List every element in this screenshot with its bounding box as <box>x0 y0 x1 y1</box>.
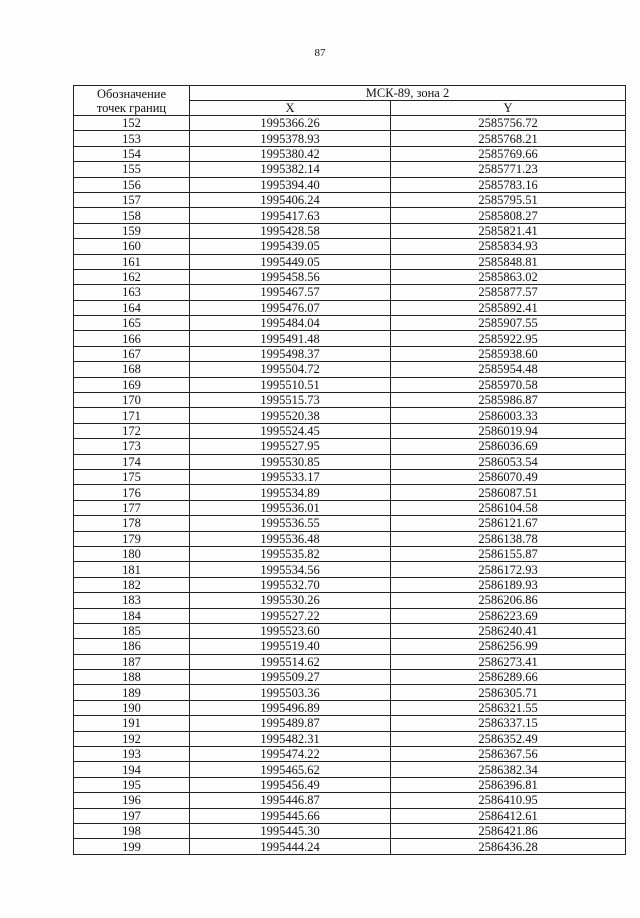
y-column-header: Y <box>391 101 626 116</box>
point-id-cell: 152 <box>74 116 190 131</box>
point-id-cell: 195 <box>74 777 190 792</box>
point-id-cell: 182 <box>74 577 190 592</box>
x-cell: 1995489.87 <box>190 716 391 731</box>
point-id-cell: 167 <box>74 346 190 361</box>
y-cell: 2585771.23 <box>391 162 626 177</box>
x-cell: 1995474.22 <box>190 747 391 762</box>
table-row <box>74 823 626 838</box>
x-cell: 1995491.48 <box>190 331 391 346</box>
x-cell: 1995446.87 <box>190 793 391 808</box>
point-id-cell: 168 <box>74 362 190 377</box>
point-id-cell: 189 <box>74 685 190 700</box>
table-row <box>74 593 626 608</box>
x-cell: 1995449.05 <box>190 254 391 269</box>
y-cell: 2585834.93 <box>391 239 626 254</box>
table-row <box>74 223 626 238</box>
point-id-cell: 165 <box>74 316 190 331</box>
y-cell: 2585922.95 <box>391 331 626 346</box>
point-id-cell: 160 <box>74 239 190 254</box>
x-cell: 1995417.63 <box>190 208 391 223</box>
y-cell: 2585877.57 <box>391 285 626 300</box>
point-id-cell: 159 <box>74 223 190 238</box>
point-id-cell: 166 <box>74 331 190 346</box>
table-row <box>74 793 626 808</box>
y-cell: 2586189.93 <box>391 577 626 592</box>
y-cell: 2586172.93 <box>391 562 626 577</box>
table-row <box>74 192 626 207</box>
table-row <box>74 423 626 438</box>
y-cell: 2585769.66 <box>391 146 626 161</box>
x-column-header: X <box>190 101 391 116</box>
table-row <box>74 608 626 623</box>
point-id-cell: 198 <box>74 823 190 838</box>
y-cell: 2585892.41 <box>391 300 626 315</box>
y-cell: 2586421.86 <box>391 823 626 838</box>
table-row <box>74 762 626 777</box>
y-cell: 2586305.71 <box>391 685 626 700</box>
y-cell: 2586138.78 <box>391 531 626 546</box>
table-row <box>74 316 626 331</box>
table-row <box>74 747 626 762</box>
point-id-cell: 194 <box>74 762 190 777</box>
y-cell: 2586036.69 <box>391 439 626 454</box>
y-cell: 2585986.87 <box>391 393 626 408</box>
x-cell: 1995534.89 <box>190 485 391 500</box>
x-cell: 1995444.24 <box>190 839 391 854</box>
point-id-cell: 187 <box>74 654 190 669</box>
table-row <box>74 700 626 715</box>
point-id-cell: 177 <box>74 500 190 515</box>
x-cell: 1995378.93 <box>190 131 391 146</box>
y-cell: 2585970.58 <box>391 377 626 392</box>
x-cell: 1995524.45 <box>190 423 391 438</box>
table-row <box>74 269 626 284</box>
table-row <box>74 716 626 731</box>
table-row <box>74 208 626 223</box>
table-row <box>74 731 626 746</box>
table-row <box>74 162 626 177</box>
y-cell: 2586256.99 <box>391 639 626 654</box>
x-cell: 1995515.73 <box>190 393 391 408</box>
x-cell: 1995382.14 <box>190 162 391 177</box>
y-cell: 2585938.60 <box>391 346 626 361</box>
y-cell: 2586410.95 <box>391 793 626 808</box>
x-cell: 1995456.49 <box>190 777 391 792</box>
y-cell: 2586273.41 <box>391 654 626 669</box>
x-cell: 1995366.26 <box>190 116 391 131</box>
table-row <box>74 285 626 300</box>
x-cell: 1995509.27 <box>190 670 391 685</box>
point-id-cell: 179 <box>74 531 190 546</box>
x-cell: 1995406.24 <box>190 192 391 207</box>
page-number: 87 <box>314 47 326 59</box>
point-id-cell: 192 <box>74 731 190 746</box>
table-row <box>74 500 626 515</box>
table-row <box>74 654 626 669</box>
x-cell: 1995445.66 <box>190 808 391 823</box>
y-cell: 2586019.94 <box>391 423 626 438</box>
y-cell: 2585795.51 <box>391 192 626 207</box>
point-id-cell: 191 <box>74 716 190 731</box>
point-id-cell: 196 <box>74 793 190 808</box>
y-cell: 2586289.66 <box>391 670 626 685</box>
x-cell: 1995428.58 <box>190 223 391 238</box>
point-id-cell: 157 <box>74 192 190 207</box>
point-id-cell: 169 <box>74 377 190 392</box>
x-cell: 1995514.62 <box>190 654 391 669</box>
table-row <box>74 346 626 361</box>
point-id-cell: 170 <box>74 393 190 408</box>
coordinates-table <box>73 85 626 855</box>
point-designation-header <box>74 86 190 116</box>
y-cell: 2585768.21 <box>391 131 626 146</box>
point-id-cell: 199 <box>74 839 190 854</box>
y-cell: 2585808.27 <box>391 208 626 223</box>
x-cell: 1995510.51 <box>190 377 391 392</box>
table-row <box>74 408 626 423</box>
y-cell: 2586337.15 <box>391 716 626 731</box>
table-row <box>74 454 626 469</box>
y-cell: 2585954.48 <box>391 362 626 377</box>
x-cell: 1995496.89 <box>190 700 391 715</box>
point-id-cell: 174 <box>74 454 190 469</box>
x-cell: 1995504.72 <box>190 362 391 377</box>
point-id-cell: 183 <box>74 593 190 608</box>
point-id-cell: 154 <box>74 146 190 161</box>
x-cell: 1995476.07 <box>190 300 391 315</box>
point-id-cell: 163 <box>74 285 190 300</box>
y-cell: 2586003.33 <box>391 408 626 423</box>
table-row <box>74 239 626 254</box>
x-cell: 1995536.55 <box>190 516 391 531</box>
table-row <box>74 639 626 654</box>
y-cell: 2586367.56 <box>391 747 626 762</box>
coordinate-system-header: МСК-89, зона 2 <box>190 86 626 101</box>
x-cell: 1995465.62 <box>190 762 391 777</box>
y-cell: 2586053.54 <box>391 454 626 469</box>
x-cell: 1995534.56 <box>190 562 391 577</box>
table-row <box>74 362 626 377</box>
table-row <box>74 131 626 146</box>
y-cell: 2586070.49 <box>391 469 626 484</box>
table-row <box>74 469 626 484</box>
table-row <box>74 670 626 685</box>
x-cell: 1995467.57 <box>190 285 391 300</box>
y-cell: 2585848.81 <box>391 254 626 269</box>
table-row <box>74 777 626 792</box>
table-row <box>74 623 626 638</box>
table-row <box>74 839 626 854</box>
point-id-cell: 155 <box>74 162 190 177</box>
point-id-cell: 161 <box>74 254 190 269</box>
table-row <box>74 439 626 454</box>
table-body <box>74 116 626 855</box>
x-cell: 1995380.42 <box>190 146 391 161</box>
x-cell: 1995484.04 <box>190 316 391 331</box>
y-cell: 2586382.34 <box>391 762 626 777</box>
x-cell: 1995498.37 <box>190 346 391 361</box>
point-id-cell: 171 <box>74 408 190 423</box>
point-id-cell: 172 <box>74 423 190 438</box>
point-id-cell: 178 <box>74 516 190 531</box>
x-cell: 1995530.85 <box>190 454 391 469</box>
table-row <box>74 331 626 346</box>
y-cell: 2585863.02 <box>391 269 626 284</box>
x-cell: 1995530.26 <box>190 593 391 608</box>
table-row <box>74 254 626 269</box>
y-cell: 2586155.87 <box>391 546 626 561</box>
y-cell: 2585821.41 <box>391 223 626 238</box>
point-id-cell: 158 <box>74 208 190 223</box>
point-id-cell: 156 <box>74 177 190 192</box>
table-row <box>74 177 626 192</box>
point-id-cell: 186 <box>74 639 190 654</box>
table-row <box>74 377 626 392</box>
table-row <box>74 516 626 531</box>
y-cell: 2586352.49 <box>391 731 626 746</box>
x-cell: 1995394.40 <box>190 177 391 192</box>
point-id-cell: 190 <box>74 700 190 715</box>
x-cell: 1995527.95 <box>190 439 391 454</box>
point-id-cell: 175 <box>74 469 190 484</box>
x-cell: 1995458.56 <box>190 269 391 284</box>
x-cell: 1995527.22 <box>190 608 391 623</box>
point-id-cell: 162 <box>74 269 190 284</box>
table-row <box>74 531 626 546</box>
x-cell: 1995535.82 <box>190 546 391 561</box>
y-cell: 2586436.28 <box>391 839 626 854</box>
point-designation-header-line2: точек границ <box>96 100 167 115</box>
y-cell: 2586240.41 <box>391 623 626 638</box>
table-row <box>74 546 626 561</box>
y-cell: 2586206.86 <box>391 593 626 608</box>
y-cell: 2586396.81 <box>391 777 626 792</box>
y-cell: 2586104.58 <box>391 500 626 515</box>
point-id-cell: 180 <box>74 546 190 561</box>
table-row <box>74 116 626 131</box>
x-cell: 1995536.48 <box>190 531 391 546</box>
table-header <box>74 86 626 116</box>
table-row <box>74 300 626 315</box>
x-cell: 1995532.70 <box>190 577 391 592</box>
x-cell: 1995520.38 <box>190 408 391 423</box>
point-id-cell: 176 <box>74 485 190 500</box>
point-id-cell: 193 <box>74 747 190 762</box>
point-id-cell: 173 <box>74 439 190 454</box>
y-cell: 2586412.61 <box>391 808 626 823</box>
x-cell: 1995533.17 <box>190 469 391 484</box>
y-cell: 2585756.72 <box>391 116 626 131</box>
point-id-cell: 185 <box>74 623 190 638</box>
point-id-cell: 181 <box>74 562 190 577</box>
y-cell: 2585907.55 <box>391 316 626 331</box>
table-row <box>74 562 626 577</box>
y-cell: 2586121.67 <box>391 516 626 531</box>
point-id-cell: 188 <box>74 670 190 685</box>
table-row <box>74 146 626 161</box>
x-cell: 1995523.60 <box>190 623 391 638</box>
table-row <box>74 685 626 700</box>
y-cell: 2586223.69 <box>391 608 626 623</box>
table-row <box>74 393 626 408</box>
y-cell: 2586087.51 <box>391 485 626 500</box>
point-id-cell: 164 <box>74 300 190 315</box>
x-cell: 1995439.05 <box>190 239 391 254</box>
y-cell: 2585783.16 <box>391 177 626 192</box>
point-id-cell: 197 <box>74 808 190 823</box>
point-designation-header-line1: Обозначение <box>96 86 167 101</box>
table-row <box>74 577 626 592</box>
point-id-cell: 184 <box>74 608 190 623</box>
y-cell: 2586321.55 <box>391 700 626 715</box>
x-cell: 1995536.01 <box>190 500 391 515</box>
x-cell: 1995482.31 <box>190 731 391 746</box>
x-cell: 1995519.40 <box>190 639 391 654</box>
x-cell: 1995503.36 <box>190 685 391 700</box>
x-cell: 1995445.30 <box>190 823 391 838</box>
table-row <box>74 808 626 823</box>
point-id-cell: 153 <box>74 131 190 146</box>
table-row <box>74 485 626 500</box>
